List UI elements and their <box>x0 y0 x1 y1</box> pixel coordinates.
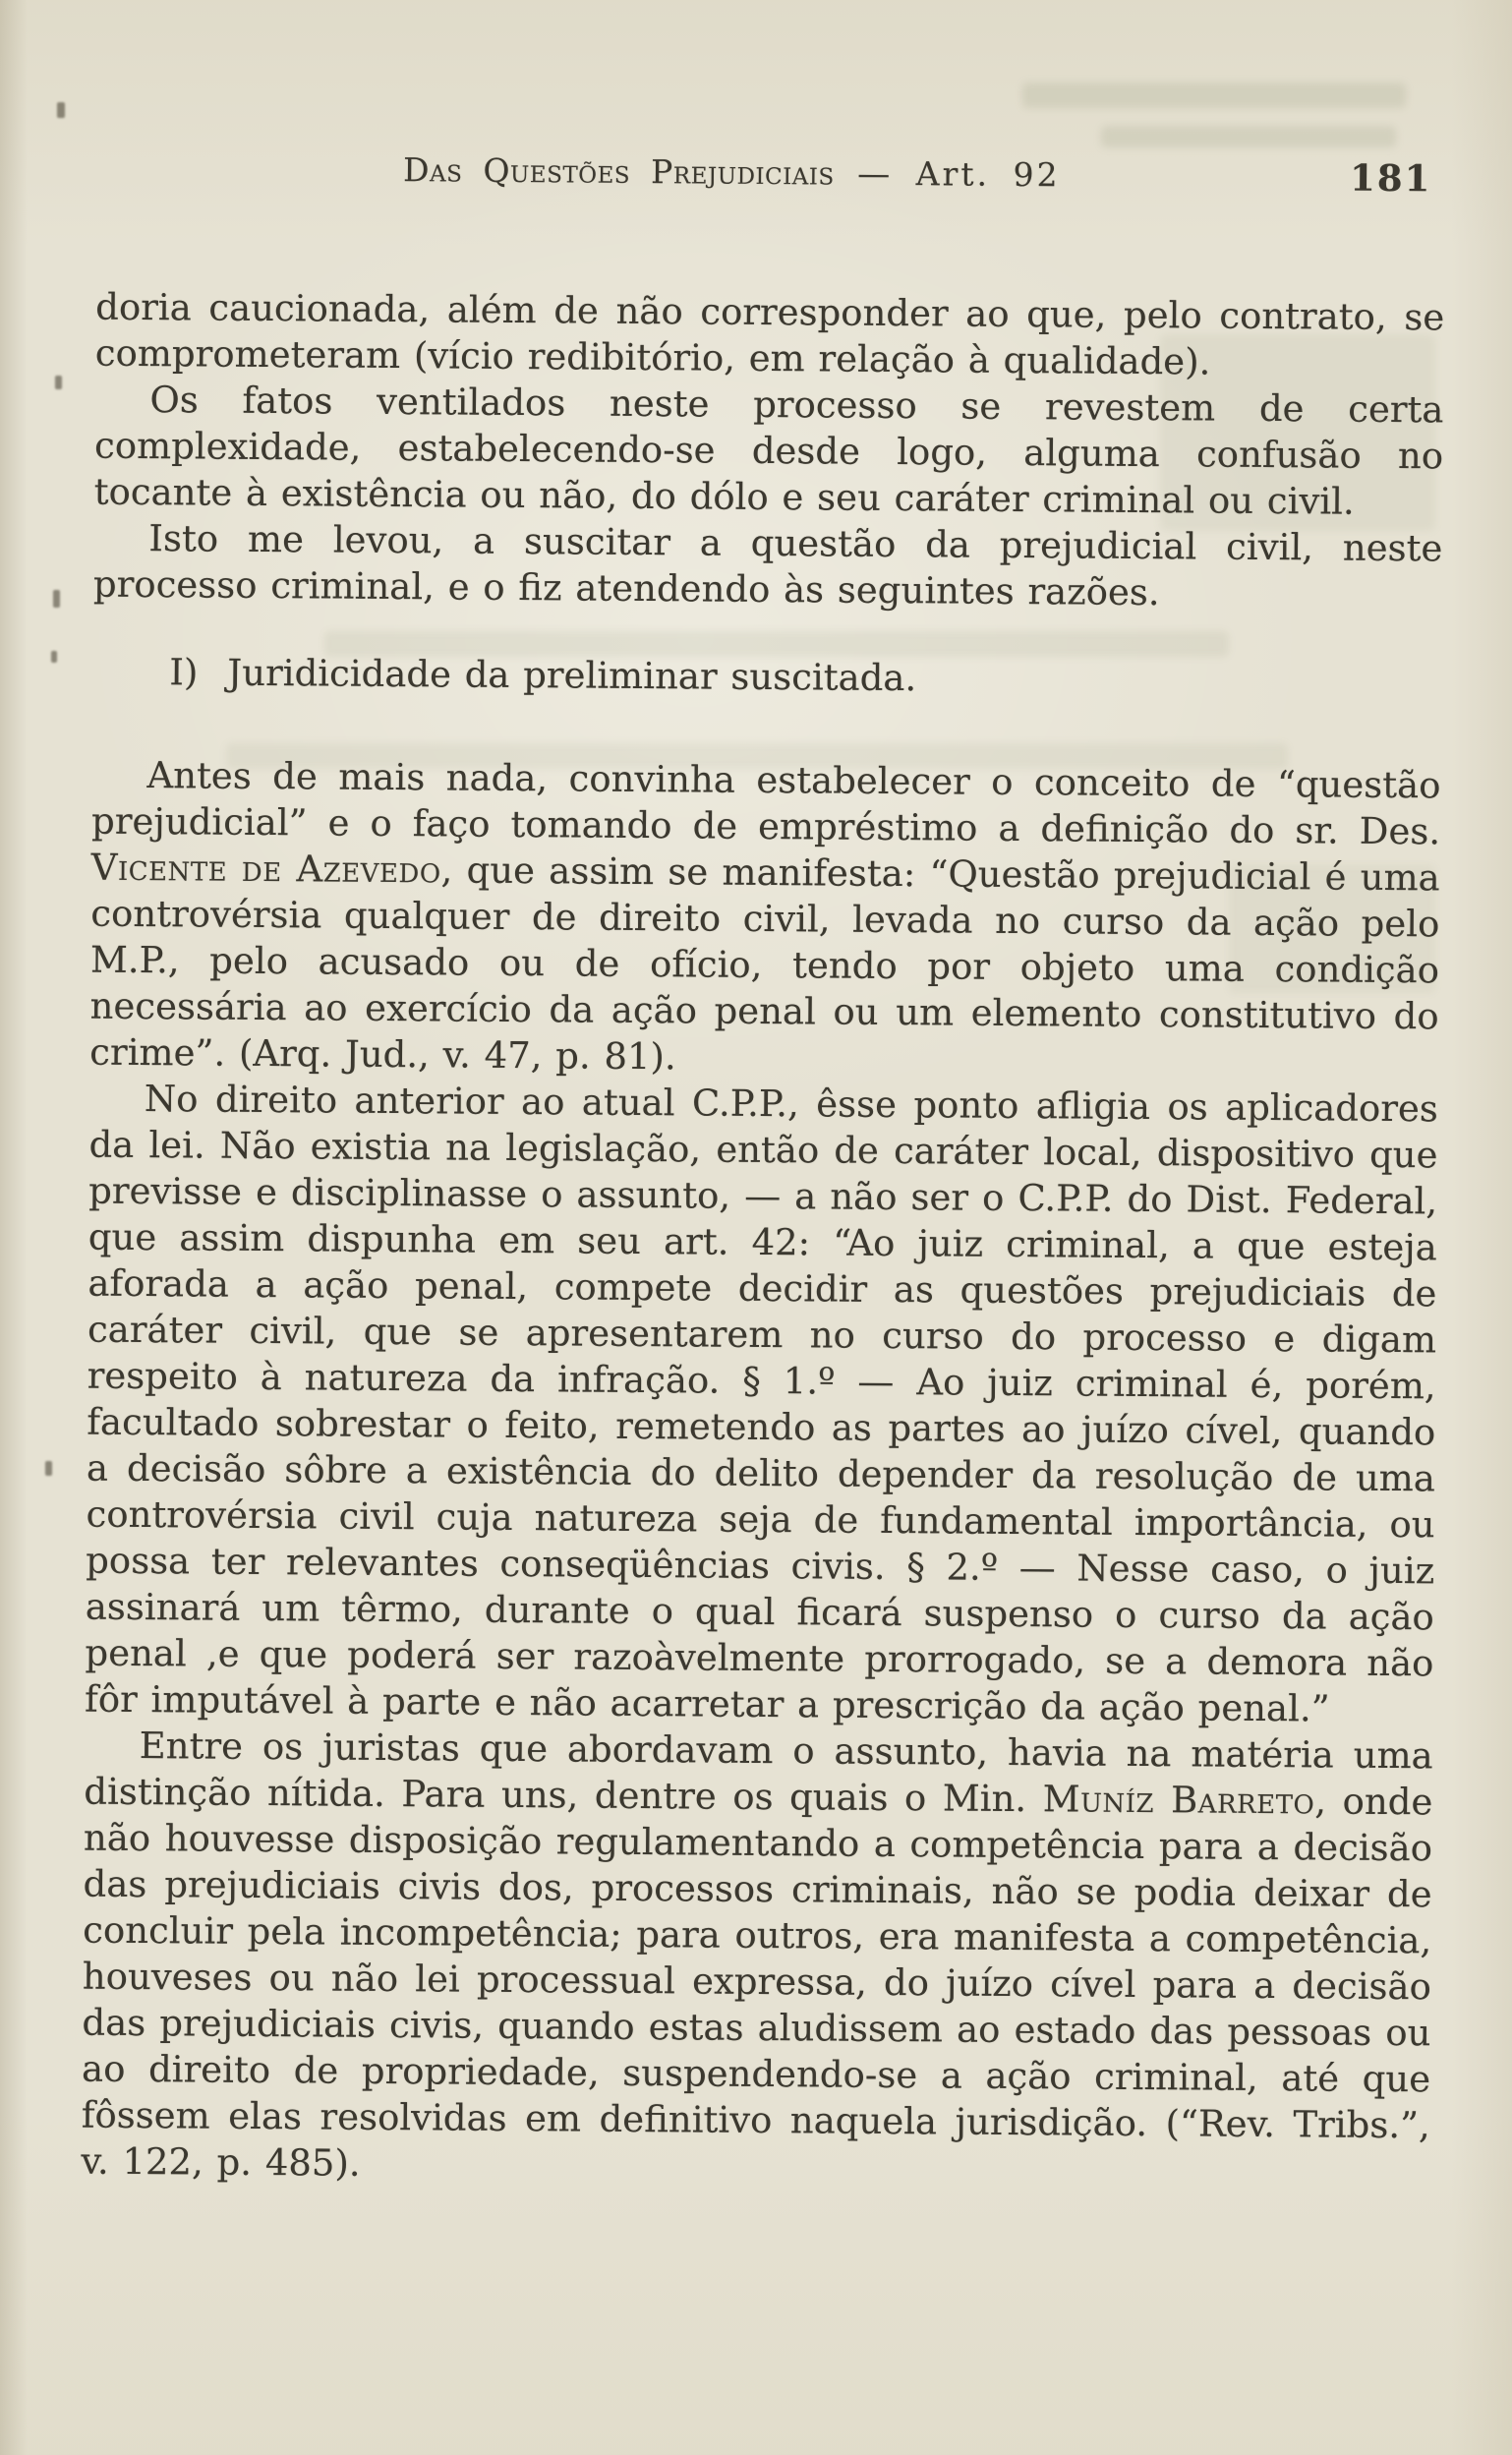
paragraph <box>81 1723 1433 2195</box>
paragraph <box>94 377 1444 526</box>
scan-speck <box>57 102 65 118</box>
scan-speck <box>45 1461 52 1476</box>
scan-speck <box>53 590 60 608</box>
person-name-smallcaps: Muníz Barreto <box>1042 1778 1315 1823</box>
page-header <box>96 143 1445 210</box>
text-segment: Isto me levou, a suscitar a questão da prejudicial civil, neste processo criminal, e o fiz atendendo às seguintes razões. <box>92 517 1443 614</box>
text-segment: , onde não houvesse disposição regulamentando a competência para a decisão das prejudiciais civis dos, processos criminais, não se podia deixar de concluir pela incompetência; para outros, era manifesta a competência, houveses ou não lei processual expressa, do juízo cível para a decisão das prejudiciais civis, quando estas aludissem ao estado das pessoas ou ao direito de propriedade, suspendendo-se a ação criminal, até que fôssem elas resolvidas em definitivo naquela jurisdição. (“Rev. Tribs.”, v. 122, p. 485). <box>81 1780 1433 2185</box>
bleed-through-artifact <box>1101 126 1396 147</box>
running-title-text: Das Questões Prejudiciais <box>402 150 835 193</box>
paragraph <box>89 752 1441 1086</box>
paragraph <box>93 515 1443 618</box>
page-text <box>81 284 1444 2195</box>
text-segment: No direito anterior ao atual C.P.P., êsse ponto afligia os aplicadores da lei. Não existia na legislação, então de caráter local, dispositivo que previsse e disciplinasse o assunto, — a não ser o C.P.P. do Dist. Federal, que assim dispunha em seu art. 42: “Ao juiz criminal, a que esteja aforada a ação penal, compete decidir as questões prejudiciais de caráter civil, que se apresentarem no curso do processo e digam respeito à natureza da infração. § 1.º — Ao juiz criminal é, porém, facultado sobrestar o feito, remetendo as partes ao juízo cível, quando a decisão sôbre a existência do delito depender da resolução de uma controvérsia civil cuja natureza seja de fundamental importância, ou possa ter relevantes conseqüências civis. § 2.º — Nesse caso, o juiz assinará um têrmo, durante o qual ficará suspenso o curso da ação penal ,e que poderá ser razoàvelmente prorrogado, se a demora não fôr imputável à parte e não acarretar a prescrição da ação penal.” <box>84 1078 1439 1730</box>
text-segment: Antes de mais nada, convinha estabelecer o conceito de “questão prejudicial” e o faço tomando de empréstimo a definição do sr. Des. <box>90 754 1441 853</box>
text-segment: Entre os juristas que abordavam o assunto, havia na matéria uma distinção nítida. Para uns, dentre os quais o Min. <box>84 1724 1433 1821</box>
text-segment: Juridicidade da preliminar suscitada. <box>227 651 917 700</box>
page-number: 181 <box>1349 155 1432 201</box>
section-numeral: I) <box>169 651 199 694</box>
text-segment: , que assim se manifesta: “Questão prejudicial é uma controvérsia qualquer de direito civil, levada no curso da ação pelo M.P., pelo acusado ou de ofício, tendo por objeto uma condição necessária ao exercício da ação penal ou um elemento constitutivo do crime”. (Arq. Jud., v. 47, p. 81). <box>89 848 1440 1079</box>
text-segment: Os fatos ventilados neste processo se revestem de certa complexidade, estabelecendo-se desde logo, alguma confusão no tocante à existência ou não, do dólo e seu caráter criminal ou civil. <box>93 379 1444 523</box>
paragraph <box>85 1076 1438 1733</box>
scan-speck <box>51 651 57 663</box>
bleed-through-artifact <box>1022 83 1406 108</box>
person-name-smallcaps: Vicente de Azevedo <box>90 846 441 892</box>
scan-speck <box>55 376 62 389</box>
paragraph <box>95 284 1445 387</box>
running-title-article: — Art. 92 <box>857 153 1061 195</box>
text-segment: doria caucionada, além de não corresponder ao que, pelo contrato, se comprometeram (vício redibitório, em relação à qualidade). <box>94 285 1445 383</box>
running-title <box>403 150 1061 194</box>
page-content <box>81 143 1445 2195</box>
section-heading <box>92 649 1441 706</box>
